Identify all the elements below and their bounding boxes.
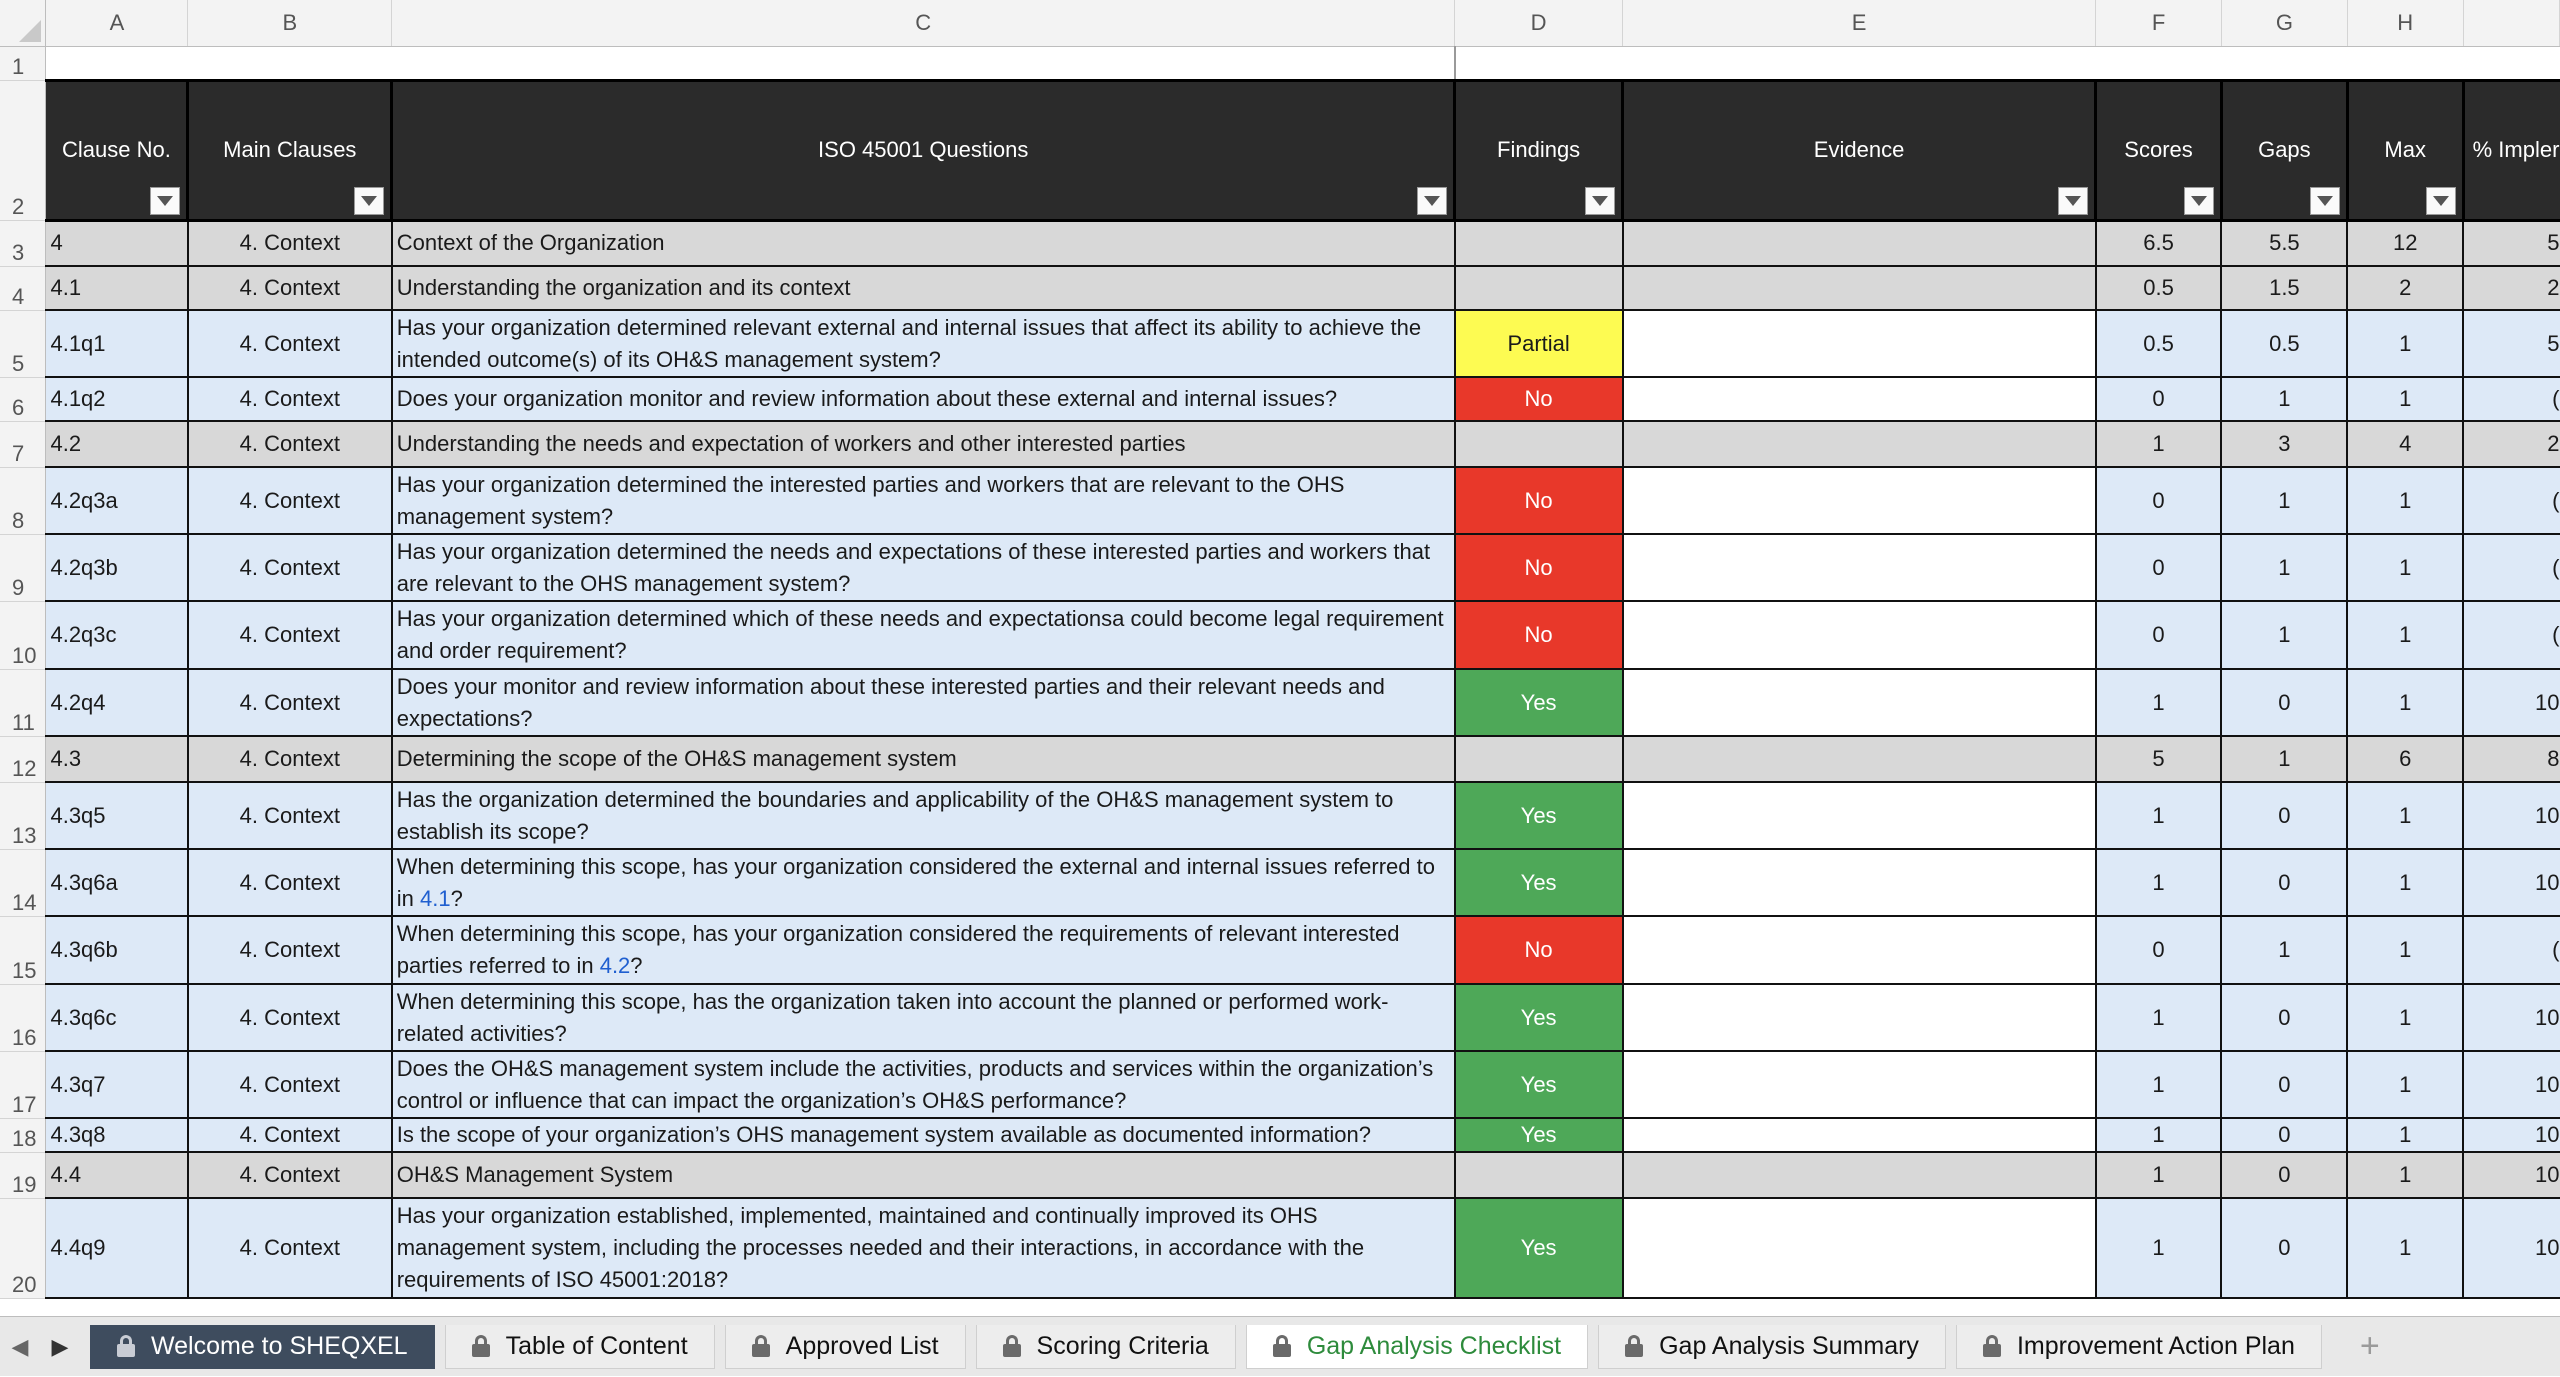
gaps-cell[interactable]: 1 (2221, 916, 2347, 984)
max-cell[interactable]: 6 (2347, 736, 2463, 782)
empty-cell[interactable] (2221, 46, 2347, 80)
lock-icon (1625, 1335, 1643, 1357)
header-label: Findings (1497, 137, 1581, 162)
max-cell[interactable]: 1 (2347, 984, 2463, 1051)
max-cell[interactable]: 1 (2347, 782, 2463, 849)
pct-implemented-cell[interactable]: 10 (2463, 1152, 2559, 1198)
sheet-tab-bar (0, 1316, 2560, 1376)
header-scores[interactable] (2096, 80, 2222, 220)
clause-no-cell[interactable]: 4.2q3a (46, 467, 188, 534)
sheet-tab[interactable] (1956, 1325, 2322, 1369)
row-number[interactable]: 12 (0, 736, 46, 782)
row-number[interactable]: 11 (0, 669, 46, 736)
evidence-cell[interactable] (1623, 1051, 2096, 1118)
question-text: Does your organization monitor and review information about these external and internal issues? (396, 386, 1338, 411)
clause-no-cell[interactable]: 4.3 (46, 736, 188, 782)
pct-implemented-cell[interactable]: ( (2463, 601, 2559, 669)
header-label: Evidence (1813, 137, 1905, 162)
scores-cell[interactable]: 1 (2096, 782, 2222, 849)
lock-icon (1273, 1335, 1291, 1357)
row-number[interactable]: 3 (0, 220, 46, 266)
max-cell[interactable]: 2 (2347, 266, 2463, 310)
pct-implemented-cell[interactable]: 10 (2463, 984, 2559, 1051)
lock-icon (472, 1335, 490, 1357)
main-clause-cell[interactable]: 4. Context (188, 1051, 392, 1118)
question-text: Has your organization determined the interested parties and workers that are relevant to the OHS management system? (396, 471, 1345, 529)
row-number[interactable]: 4 (0, 266, 46, 310)
question-cell[interactable] (392, 601, 1455, 669)
table-row (0, 467, 2560, 534)
sheet-tab-label: Gap Analysis Summary (1659, 1331, 1919, 1360)
sheet-tab-label: Improvement Action Plan (2016, 1331, 2295, 1360)
findings-cell[interactable] (1455, 220, 1623, 266)
evidence-cell[interactable] (1623, 782, 2096, 849)
scores-cell[interactable]: 0.5 (2096, 266, 2222, 310)
question-cell[interactable] (392, 266, 1455, 310)
gaps-cell[interactable]: 0 (2221, 1152, 2347, 1198)
question-text-tail: ? (630, 953, 643, 978)
table-row (0, 377, 2560, 421)
question-text: Does the OH&S management system include the activities, products and services within the organization’s control or influence that can impact the organization’s OH&S performance? (396, 1055, 1434, 1113)
column-header-G[interactable]: G (2221, 0, 2347, 46)
clause-no-cell[interactable]: 4.3q6a (46, 849, 188, 916)
findings-cell[interactable]: Yes (1455, 1198, 1623, 1298)
pct-implemented-cell[interactable]: 10 (2463, 782, 2559, 849)
max-cell[interactable]: 1 (2347, 849, 2463, 916)
filter-dropdown-icon[interactable] (2184, 187, 2214, 215)
evidence-cell[interactable] (1623, 467, 2096, 534)
row-number[interactable]: 7 (0, 421, 46, 467)
main-clause-cell[interactable]: 4. Context (188, 467, 392, 534)
scores-cell[interactable]: 0 (2096, 377, 2222, 421)
evidence-cell[interactable] (1623, 736, 2096, 782)
main-clause-cell[interactable]: 4. Context (188, 421, 392, 467)
clause-reference-link[interactable]: 4.2 (599, 953, 631, 978)
findings-cell[interactable]: Partial (1455, 310, 1623, 377)
question-cell[interactable] (392, 310, 1455, 377)
pct-implemented-cell[interactable]: 10 (2463, 849, 2559, 916)
main-clause-cell[interactable]: 4. Context (188, 1118, 392, 1152)
question-cell[interactable] (392, 669, 1455, 736)
max-cell[interactable]: 1 (2347, 467, 2463, 534)
scores-cell[interactable]: 0 (2096, 467, 2222, 534)
findings-cell[interactable]: Yes (1455, 1118, 1623, 1152)
findings-cell[interactable]: Yes (1455, 782, 1623, 849)
pct-implemented-cell[interactable]: ( (2463, 467, 2559, 534)
column-header-H[interactable]: H (2347, 0, 2463, 46)
scores-cell[interactable]: 1 (2096, 1198, 2222, 1298)
lock-icon (1003, 1335, 1021, 1357)
max-cell[interactable]: 1 (2347, 1051, 2463, 1118)
row-number[interactable]: 6 (0, 377, 46, 421)
clause-no-cell[interactable]: 4.2q4 (46, 669, 188, 736)
evidence-cell[interactable] (1623, 916, 2096, 984)
empty-cell[interactable] (2463, 46, 2559, 80)
plus-icon[interactable]: + (2359, 1327, 2380, 1365)
evidence-cell[interactable] (1623, 421, 2096, 467)
gaps-cell[interactable]: 0 (2221, 669, 2347, 736)
question-text: Understanding the organization and its context (396, 275, 851, 300)
question-text: Has the organization determined the boundaries and applicability of the OH&S management system to establish its scope? (396, 786, 1394, 844)
question-cell[interactable] (392, 220, 1455, 266)
table-row (0, 736, 2560, 782)
sheet-tab-label: Scoring Criteria (1036, 1331, 1209, 1360)
row-number[interactable]: 18 (0, 1118, 46, 1152)
main-clause-cell[interactable]: 4. Context (188, 916, 392, 984)
pct-implemented-cell[interactable]: 10 (2463, 1198, 2559, 1298)
clause-no-cell[interactable]: 4.3q5 (46, 782, 188, 849)
question-text: When determining this scope, has the organization taken into account the planned or performed work-related activities? (396, 988, 1389, 1046)
question-text: When determining this scope, has your organization considered the external and internal issues referred to in (396, 853, 1435, 911)
filter-dropdown-icon[interactable] (2310, 187, 2340, 215)
table-row (0, 310, 2560, 377)
column-header-A[interactable]: A (46, 0, 188, 46)
main-clause-cell[interactable]: 4. Context (188, 782, 392, 849)
clause-no-cell[interactable]: 4.3q8 (46, 1118, 188, 1152)
lock-icon (117, 1335, 135, 1357)
findings-cell[interactable]: Yes (1455, 849, 1623, 916)
main-clause-cell[interactable]: 4. Context (188, 1198, 392, 1298)
scores-cell[interactable]: 1 (2096, 1051, 2222, 1118)
table-row (0, 1118, 2560, 1152)
lock-icon (1983, 1335, 2001, 1357)
sheet-tabs (90, 1325, 2332, 1369)
question-cell[interactable] (392, 849, 1455, 916)
question-text: Determining the scope of the OH&S management system (396, 746, 957, 771)
evidence-cell[interactable] (1623, 849, 2096, 916)
gaps-cell[interactable]: 1 (2221, 601, 2347, 669)
main-clause-cell[interactable]: 4. Context (188, 377, 392, 421)
max-cell[interactable]: 1 (2347, 916, 2463, 984)
findings-cell[interactable] (1455, 736, 1623, 782)
filter-dropdown-icon[interactable] (150, 187, 180, 215)
findings-cell[interactable]: No (1455, 467, 1623, 534)
gaps-cell[interactable]: 1 (2221, 736, 2347, 782)
question-cell[interactable] (392, 1152, 1455, 1198)
evidence-cell[interactable] (1623, 984, 2096, 1051)
question-cell[interactable] (392, 984, 1455, 1051)
pct-implemented-cell[interactable]: 2 (2463, 421, 2559, 467)
row-number[interactable]: 16 (0, 984, 46, 1051)
triangle-left-icon[interactable]: ◀ (11, 1333, 29, 1359)
header-evidence[interactable] (1623, 80, 2096, 220)
findings-cell[interactable]: Yes (1455, 669, 1623, 736)
header-label: % Impler (2472, 137, 2560, 162)
scores-cell[interactable]: 1 (2096, 1152, 2222, 1198)
row-number[interactable]: 14 (0, 849, 46, 916)
gaps-cell[interactable]: 0 (2221, 984, 2347, 1051)
scores-cell[interactable]: 1 (2096, 421, 2222, 467)
evidence-cell[interactable] (1623, 534, 2096, 601)
sheet-tab[interactable] (976, 1325, 1236, 1369)
gaps-cell[interactable]: 0.5 (2221, 310, 2347, 377)
gaps-cell[interactable]: 3 (2221, 421, 2347, 467)
sheet-tab-label: Welcome to SHEQXEL (151, 1331, 408, 1360)
clause-no-cell[interactable]: 4.4 (46, 1152, 188, 1198)
filter-dropdown-icon[interactable] (1417, 187, 1447, 215)
pct-implemented-cell[interactable]: 5 (2463, 220, 2559, 266)
findings-cell[interactable]: Yes (1455, 984, 1623, 1051)
findings-cell[interactable] (1455, 1152, 1623, 1198)
clause-no-cell[interactable]: 4 (46, 220, 188, 266)
header-main-clauses[interactable] (188, 80, 392, 220)
row-number[interactable]: 10 (0, 601, 46, 669)
clause-no-cell[interactable]: 4.1 (46, 266, 188, 310)
main-clause-cell[interactable]: 4. Context (188, 669, 392, 736)
table-row (0, 916, 2560, 984)
findings-cell[interactable] (1455, 421, 1623, 467)
gaps-cell[interactable]: 0 (2221, 782, 2347, 849)
clause-no-cell[interactable]: 4.2 (46, 421, 188, 467)
pct-implemented-cell[interactable]: ( (2463, 377, 2559, 421)
gaps-cell[interactable]: 0 (2221, 1051, 2347, 1118)
empty-cell[interactable] (1455, 46, 1623, 80)
header-iso-questions[interactable] (392, 80, 1455, 220)
question-text: Has your organization established, implemented, maintained and continually improved its OHS management system, including the processes needed and their interactions, in accordance with the requirements of ISO 45001:2018? (396, 1203, 1365, 1292)
scores-cell[interactable]: 1 (2096, 1118, 2222, 1152)
main-clause-cell[interactable]: 4. Context (188, 220, 392, 266)
row-number[interactable]: 15 (0, 916, 46, 984)
evidence-cell[interactable] (1623, 669, 2096, 736)
header-clause-no[interactable] (46, 80, 188, 220)
gaps-cell[interactable]: 0 (2221, 849, 2347, 916)
scores-cell[interactable]: 1 (2096, 984, 2222, 1051)
filter-dropdown-icon[interactable] (354, 187, 384, 215)
evidence-cell[interactable] (1623, 377, 2096, 421)
pct-implemented-cell[interactable]: 2 (2463, 266, 2559, 310)
column-header-F[interactable]: F (2096, 0, 2222, 46)
clause-no-cell[interactable]: 4.2q3b (46, 534, 188, 601)
pct-implemented-cell[interactable]: 5 (2463, 310, 2559, 377)
gaps-cell[interactable]: 1 (2221, 467, 2347, 534)
question-text: Is the scope of your organization’s OHS management system available as documented information? (396, 1122, 1371, 1147)
sheet-tab-label: Gap Analysis Checklist (1306, 1331, 1562, 1360)
table-row (0, 1152, 2560, 1198)
question-cell[interactable] (392, 782, 1455, 849)
main-clause-cell[interactable]: 4. Context (188, 1152, 392, 1198)
pct-implemented-cell[interactable]: 10 (2463, 1118, 2559, 1152)
findings-cell[interactable]: No (1455, 601, 1623, 669)
clause-no-cell[interactable]: 4.1q1 (46, 310, 188, 377)
filter-dropdown-icon[interactable] (1585, 187, 1615, 215)
findings-cell[interactable]: No (1455, 916, 1623, 984)
header-max[interactable] (2347, 80, 2463, 220)
table-row (0, 266, 2560, 310)
row-number[interactable]: 19 (0, 1152, 46, 1198)
gaps-cell[interactable]: 1 (2221, 534, 2347, 601)
table-row (0, 534, 2560, 601)
question-text: Has your organization determined which of these needs and expectationsa could become legal requirement and order requirement? (396, 606, 1444, 663)
column-header-I[interactable] (2463, 0, 2559, 46)
max-cell[interactable]: 12 (2347, 220, 2463, 266)
question-cell[interactable] (392, 534, 1455, 601)
pct-implemented-cell[interactable]: ( (2463, 534, 2559, 601)
header-label: Clause No. (62, 137, 171, 162)
question-text: Understanding the needs and expectation of workers and other interested parties (396, 431, 1186, 456)
sheet-tab[interactable] (725, 1325, 966, 1369)
scores-cell[interactable]: 5 (2096, 736, 2222, 782)
max-cell[interactable]: 1 (2347, 1118, 2463, 1152)
empty-cell[interactable] (2347, 46, 2463, 80)
max-cell[interactable]: 1 (2347, 310, 2463, 377)
question-cell[interactable] (392, 736, 1455, 782)
row-number[interactable]: 2 (0, 80, 46, 220)
main-clause-cell[interactable]: 4. Context (188, 534, 392, 601)
column-header-D[interactable]: D (1455, 0, 1623, 46)
table-row (0, 1198, 2560, 1298)
triangle-right-icon[interactable]: ▶ (51, 1333, 69, 1359)
evidence-cell[interactable] (1623, 220, 2096, 266)
table-row (0, 601, 2560, 669)
filter-dropdown-icon[interactable] (2426, 187, 2456, 215)
header-label: Max (2384, 137, 2426, 162)
gaps-cell[interactable]: 5.5 (2221, 220, 2347, 266)
question-cell[interactable] (392, 421, 1455, 467)
column-header-C[interactable]: C (392, 0, 1455, 46)
row-number[interactable]: 17 (0, 1051, 46, 1118)
empty-cell[interactable] (2096, 46, 2222, 80)
evidence-cell[interactable] (1623, 310, 2096, 377)
question-text-tail: ? (450, 885, 463, 911)
row-number[interactable]: 9 (0, 534, 46, 601)
main-clause-cell[interactable]: 4. Context (188, 266, 392, 310)
question-text: OH&S Management System (396, 1162, 674, 1187)
sheet-tab[interactable] (90, 1325, 435, 1369)
evidence-cell[interactable] (1623, 1118, 2096, 1152)
gaps-cell[interactable]: 1 (2221, 377, 2347, 421)
max-cell[interactable]: 1 (2347, 534, 2463, 601)
pct-implemented-cell[interactable]: 10 (2463, 669, 2559, 736)
question-cell[interactable] (392, 467, 1455, 534)
findings-cell[interactable]: No (1455, 534, 1623, 601)
table-row (0, 1051, 2560, 1118)
question-text: Has your organization determined the needs and expectations of these interested parties and workers that are relevant to the OHS management system? (396, 538, 1431, 596)
lock-icon (752, 1335, 770, 1357)
findings-cell[interactable]: Yes (1455, 1051, 1623, 1118)
sheet-tab-label: Approved List (785, 1331, 939, 1360)
sheet-tab[interactable] (445, 1325, 715, 1369)
scores-cell[interactable]: 0.5 (2096, 310, 2222, 377)
max-cell[interactable]: 1 (2347, 377, 2463, 421)
row-number[interactable]: 1 (0, 46, 46, 80)
clause-no-cell[interactable]: 4.4q9 (46, 1198, 188, 1298)
table-row (0, 220, 2560, 266)
question-text: When determining this scope, has your organization considered the requirements of relevant interested parties referred to in (396, 921, 1400, 978)
row-number[interactable]: 8 (0, 467, 46, 534)
gaps-cell[interactable]: 1.5 (2221, 266, 2347, 310)
question-text: Context of the Organization (396, 230, 665, 256)
scores-cell[interactable]: 0 (2096, 534, 2222, 601)
column-header-B[interactable]: B (188, 0, 392, 46)
table-row (0, 849, 2560, 916)
scores-cell[interactable]: 0 (2096, 916, 2222, 984)
empty-cell[interactable] (188, 46, 392, 80)
row-number[interactable]: 5 (0, 310, 46, 377)
header-findings[interactable] (1455, 80, 1623, 220)
table-row (0, 669, 2560, 736)
empty-cell[interactable] (392, 46, 1455, 80)
question-cell[interactable] (392, 916, 1455, 984)
clause-no-cell[interactable]: 4.3q6b (46, 916, 188, 984)
question-text: Does your monitor and review information about these interested parties and their relevant needs and expectations? (396, 673, 1385, 731)
header-label: Scores (2124, 137, 2193, 162)
max-cell[interactable]: 1 (2347, 1152, 2463, 1198)
main-clause-cell[interactable]: 4. Context (188, 736, 392, 782)
main-clause-cell[interactable]: 4. Context (188, 849, 392, 916)
max-cell[interactable]: 1 (2347, 669, 2463, 736)
gaps-cell[interactable]: 0 (2221, 1118, 2347, 1152)
main-clause-cell[interactable]: 4. Context (188, 601, 392, 669)
question-cell[interactable] (392, 377, 1455, 421)
filter-dropdown-icon[interactable] (2058, 187, 2088, 215)
header-label: ISO 45001 Questions (818, 137, 1029, 162)
evidence-cell[interactable] (1623, 1152, 2096, 1198)
findings-cell[interactable]: No (1455, 377, 1623, 421)
main-clause-cell[interactable]: 4. Context (188, 984, 392, 1051)
max-cell[interactable]: 1 (2347, 601, 2463, 669)
table-row (0, 782, 2560, 849)
scores-cell[interactable]: 0 (2096, 601, 2222, 669)
table-row (0, 421, 2560, 467)
evidence-cell[interactable] (1623, 266, 2096, 310)
clause-no-cell[interactable]: 4.2q3c (46, 601, 188, 669)
question-cell[interactable] (392, 1051, 1455, 1118)
scores-cell[interactable]: 1 (2096, 849, 2222, 916)
max-cell[interactable]: 1 (2347, 1198, 2463, 1298)
sheet-tab[interactable] (1246, 1325, 1588, 1369)
max-cell[interactable]: 4 (2347, 421, 2463, 467)
question-text: Has your organization determined relevant external and internal issues that affect its ability to achieve the intended outcome(s) of its OH&S management system? (396, 314, 1422, 372)
question-cell[interactable] (392, 1198, 1455, 1298)
sheet-tab[interactable] (1598, 1325, 1946, 1369)
header-pct-implemented[interactable] (2463, 80, 2559, 220)
header-label: Gaps (2258, 137, 2311, 162)
column-header-E[interactable]: E (1623, 0, 2096, 46)
sheet-tab-label: Table of Content (505, 1331, 688, 1360)
pct-implemented-cell[interactable]: 8 (2463, 736, 2559, 782)
scores-cell[interactable]: 1 (2096, 669, 2222, 736)
scores-cell[interactable]: 6.5 (2096, 220, 2222, 266)
pct-implemented-cell[interactable]: ( (2463, 916, 2559, 984)
row-number[interactable]: 20 (0, 1198, 46, 1298)
clause-no-cell[interactable]: 4.3q6c (46, 984, 188, 1051)
empty-cell[interactable] (46, 46, 188, 80)
evidence-cell[interactable] (1623, 601, 2096, 669)
question-cell[interactable] (392, 1118, 1455, 1152)
clause-no-cell[interactable]: 4.3q7 (46, 1051, 188, 1118)
select-all-corner[interactable] (0, 0, 46, 46)
clause-reference-link[interactable]: 4.1 (419, 885, 451, 911)
findings-cell[interactable] (1455, 266, 1623, 310)
main-clause-cell[interactable]: 4. Context (188, 310, 392, 377)
clause-no-cell[interactable]: 4.1q2 (46, 377, 188, 421)
header-gaps[interactable] (2221, 80, 2347, 220)
evidence-cell[interactable] (1623, 1198, 2096, 1298)
pct-implemented-cell[interactable]: 10 (2463, 1051, 2559, 1118)
table-row (0, 984, 2560, 1051)
empty-cell[interactable] (1623, 46, 2096, 80)
row-number[interactable]: 13 (0, 782, 46, 849)
header-label: Main Clauses (223, 137, 357, 162)
gaps-cell[interactable]: 0 (2221, 1198, 2347, 1298)
